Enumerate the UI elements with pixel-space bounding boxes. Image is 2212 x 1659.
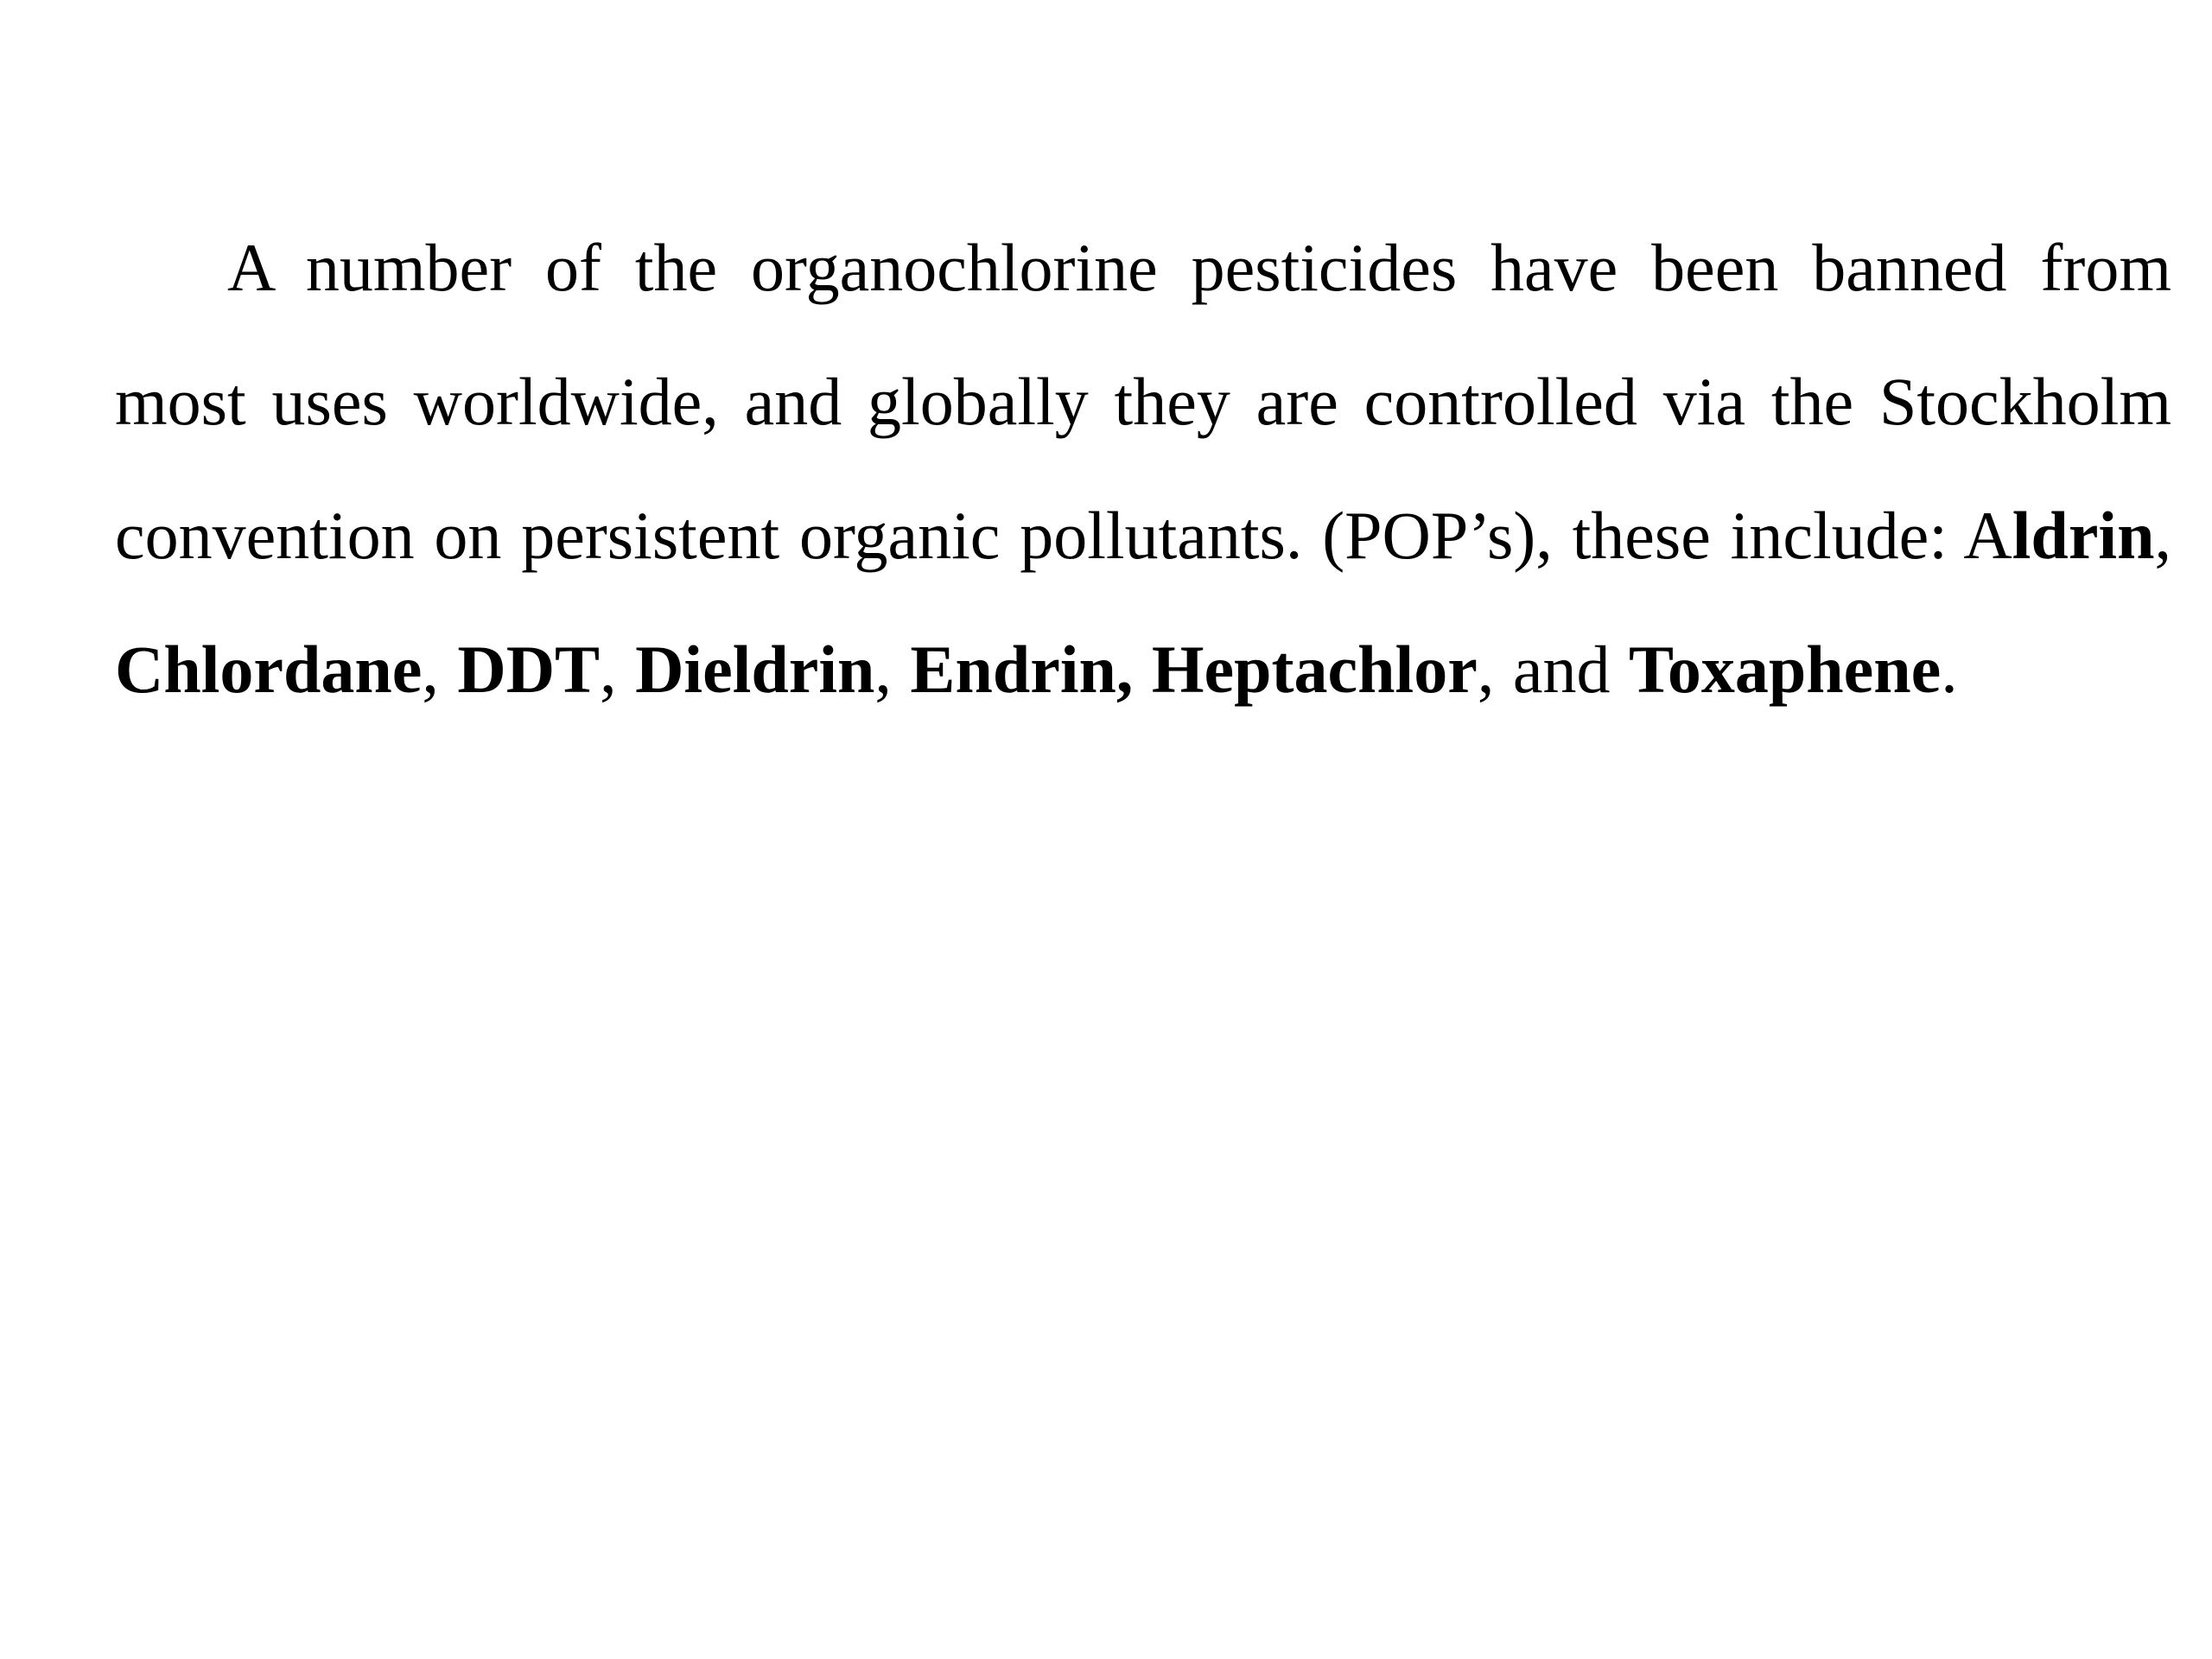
sentence-end: . xyxy=(1941,632,1958,707)
conjunction-text: , and xyxy=(1477,632,1629,707)
paragraph-intro-text: A number of the organochlorine pesticides have been banned from most uses worldwide, and globally they are controlled via the Stockholm convention on persistent organic pollutants. (POP’s), these include: xyxy=(115,230,2171,573)
body-paragraph xyxy=(115,200,2171,736)
pesticide-ddt: DDT xyxy=(457,632,601,707)
separator: , xyxy=(2154,498,2171,573)
pesticide-chlordane: Chlordane xyxy=(115,632,423,707)
separator: , xyxy=(874,632,911,707)
separator: , xyxy=(422,632,458,707)
pesticide-heptachlor: Heptachlor xyxy=(1151,632,1478,707)
separator xyxy=(1133,632,1152,707)
pesticide-dieldrin: Dieldrin xyxy=(635,632,875,707)
separator: , xyxy=(600,632,636,707)
pesticide-aldrin: ldrin xyxy=(2012,498,2155,573)
pesticide-toxaphene: Toxaphene xyxy=(1628,632,1942,707)
aldrin-initial: A xyxy=(1963,498,2012,573)
pesticide-endrin: Endrin, xyxy=(910,632,1134,707)
